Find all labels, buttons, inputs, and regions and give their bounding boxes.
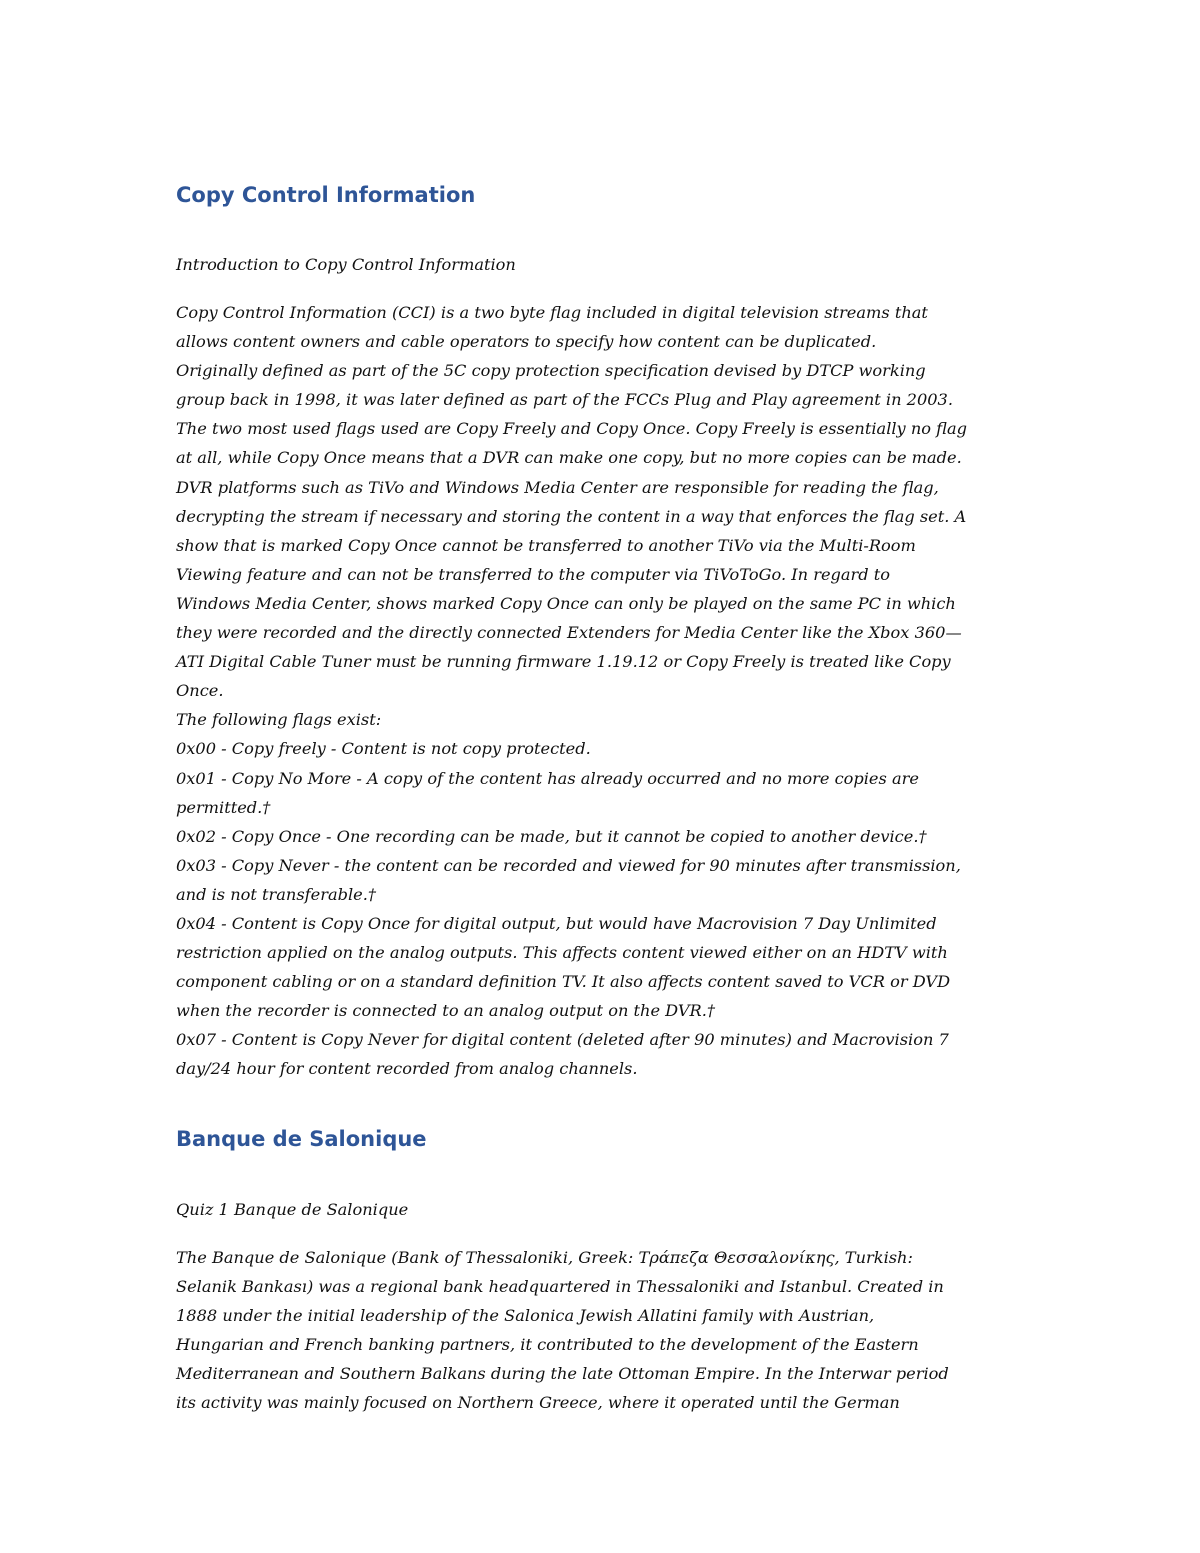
text-line: 0x03 - Copy Never - the content can be recorded and viewed for 90 minutes after transmission, (176, 855, 961, 875)
text-line: The two most used flags used are Copy Freely and Copy Once. Copy Freely is essentially no flag (176, 419, 967, 439)
section-heading-banque: Banque de Salonique (176, 1126, 427, 1151)
text-line: Mediterranean and Southern Balkans during the late Ottoman Empire. In the Interwar period (176, 1363, 949, 1383)
text-line: The Banque de Salonique (Bank of Thessaloniki, Greek: Τράπεζα Θεσσαλονίκης, Turkish: (176, 1247, 913, 1267)
text-line: at all, while Copy Once means that a DVR can make one copy, but no more copies can be made. (176, 448, 962, 468)
text-line: 0x02 - Copy Once - One recording can be made, but it cannot be copied to another device.† (176, 826, 927, 846)
text-line: Once. (176, 681, 224, 701)
text-line: restriction applied on the analog outputs. This affects content viewed either on an HDTV with (176, 943, 948, 963)
text-line: 1888 under the initial leadership of the Salonica Jewish Allatini family with Austrian, (176, 1305, 875, 1325)
text-line: decrypting the stream if necessary and storing the content in a way that enforces the flag set. A (176, 506, 967, 526)
text-line: Copy Control Information (CCI) is a two byte flag included in digital television streams that (176, 303, 928, 322)
text-line: DVR platforms such as TiVo and Windows Media Center are responsible for reading the flag, (176, 477, 939, 497)
text-line: ATI Digital Cable Tuner must be running firmware 1.19.12 or Copy Freely is treated like Copy (176, 652, 951, 672)
section-body-banque (176, 1243, 1026, 1418)
section-subtitle-copy-control: Introduction to Copy Control Information (176, 255, 516, 274)
text-line: Originally defined as part of the 5C copy protection specification devised by DTCP working (176, 361, 926, 381)
section-subtitle-banque: Quiz 1 Banque de Salonique (176, 1199, 409, 1219)
text-line: Viewing feature and can not be transferred to the computer via TiVoToGo. In regard to (176, 564, 891, 584)
text-line: component cabling or on a standard definition TV. It also affects content saved to VCR or DVD (176, 972, 951, 992)
text-line: Windows Media Center, shows marked Copy Once can only be played on the same PC in which (176, 593, 956, 613)
section-body-copy-control (176, 298, 1026, 1084)
text-line: and is not transferable.† (176, 884, 376, 904)
text-line: 0x04 - Content is Copy Once for digital output, but would have Macrovision 7 Day Unlimited (176, 913, 937, 933)
text-line: they were recorded and the directly connected Extenders for Media Center like the Xbox 360— (176, 623, 962, 643)
text-line: show that is marked Copy Once cannot be transferred to another TiVo via the Multi-Room (176, 535, 916, 555)
section-heading-copy-control: Copy Control Information (176, 183, 476, 207)
text-line: Hungarian and French banking partners, it contributed to the development of the Eastern (176, 1334, 919, 1354)
text-line: its activity was mainly focused on Northern Greece, where it operated until the German (176, 1393, 900, 1412)
text-line: day/24 hour for content recorded from analog channels. (176, 1059, 638, 1079)
text-line: 0x00 - Copy freely - Content is not copy protected. (176, 739, 591, 759)
text-line: group back in 1998, it was later defined as part of the FCCs Plug and Play agreement in 2003. (176, 390, 953, 410)
text-line: permitted.† (176, 797, 271, 817)
text-line: The following flags exist: (176, 710, 382, 730)
document-body (176, 178, 1026, 1417)
text-line: Selanik Bankası) was a regional bank headquartered in Thessaloniki and Istanbul. Created in (176, 1276, 944, 1296)
text-line: 0x01 - Copy No More - A copy of the content has already occurred and no more copies are (176, 768, 919, 788)
text-line: allows content owners and cable operators to specify how content can be duplicated. (176, 332, 877, 352)
text-line: 0x07 - Content is Copy Never for digital content (deleted after 90 minutes) and Macrovision 7 (176, 1030, 949, 1050)
text-line: when the recorder is connected to an analog output on the DVR.† (176, 1001, 715, 1021)
